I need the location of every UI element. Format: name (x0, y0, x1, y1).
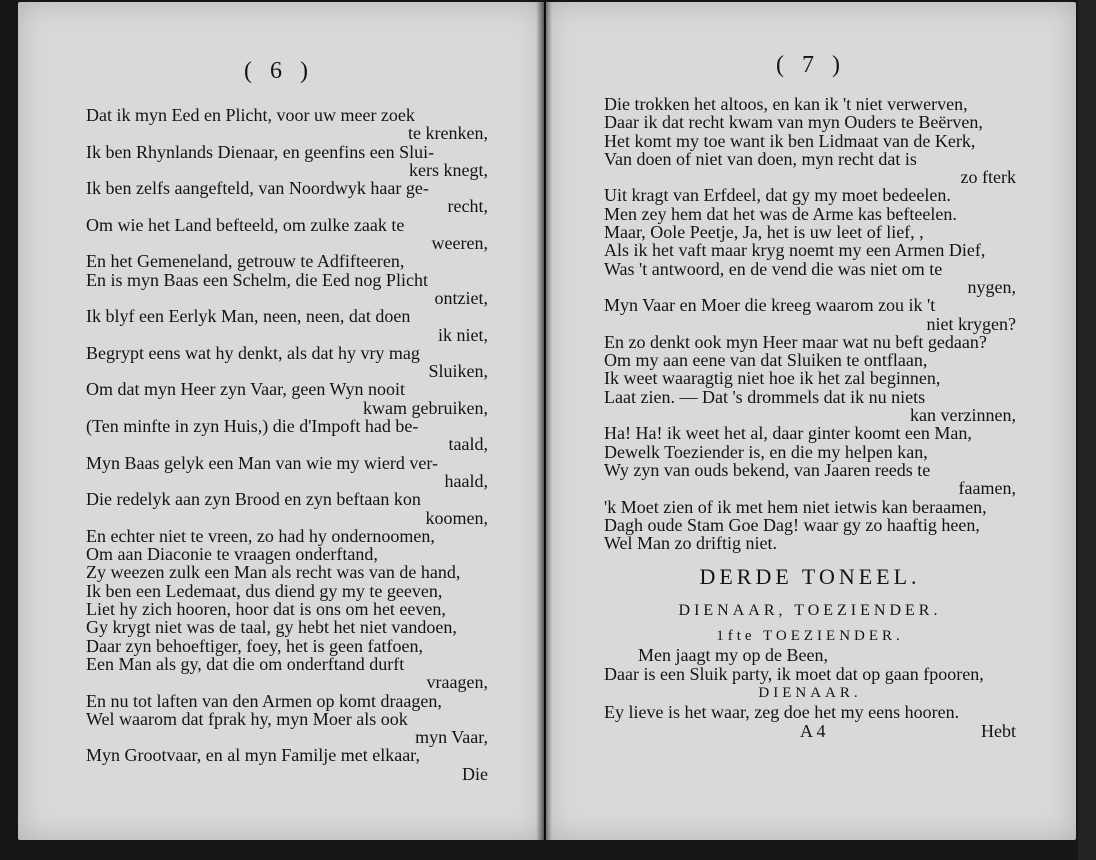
text-line: Dewelk Toeziender is, en die my helpen kan, (604, 441, 928, 462)
text-line: Ik blyf een Eerlyk Man, neen, neen, dat doen (86, 306, 411, 327)
text-line: En nu tot laften van den Armen op komt draagen, (86, 690, 442, 711)
book-cover-edge (1078, 0, 1096, 860)
text-line: Om my aan eene van dat Sluiken te ontflaan, (604, 350, 928, 371)
text-line: Wel Man zo driftig niet. (604, 533, 778, 554)
text-line: ontziet, (434, 287, 488, 308)
text-line: Ey lieve is het waar, zeg doe het my eens hooren. (604, 702, 960, 723)
text-line: Ik ben zelfs aangefteld, van Noordwyk haar ge- (86, 178, 429, 199)
scene-title: DERDE TONEEL. (699, 564, 921, 590)
text-line: Myn Baas gelyk een Man van wie my wierd ver- (86, 452, 439, 473)
text-line: Zy weezen zulk een Man als recht was van de hand, (86, 562, 461, 583)
text-line: Wel waarom dat fprak hy, myn Moer als ook (86, 708, 408, 729)
text-line: Van doen of niet van doen, myn recht dat is (604, 148, 917, 169)
text-line: koomen, (425, 507, 488, 528)
text-line: Was 't antwoord, en de vend die was niet om te (604, 258, 943, 279)
text-line: Daar ik dat recht kwam van myn Ouders te Beërven, (604, 112, 983, 133)
text-line: Men jaagt my op de Been, (638, 645, 828, 666)
text-line: En zo denkt ook myn Heer maar wat nu beft gedaan? (604, 331, 987, 352)
text-line: Begrypt eens wat hy denkt, als dat hy vry mag (86, 342, 420, 363)
left-page-number: ( 6 ) (244, 58, 314, 84)
text-line: taald, (448, 434, 488, 455)
page-footer (604, 721, 1016, 741)
text-line: Myn Vaar en Moer die kreeg waarom zou ik 't (604, 295, 936, 316)
text-line: Uit kragt van Erfdeel, dat gy my moet bedeelen. (604, 185, 951, 206)
text-line: Ik ben Rhynlands Dienaar, en geenfins een Slui- (86, 141, 435, 162)
text-line: Men zey hem dat het was de Arme kas befteelen. (604, 203, 957, 224)
text-line: faamen, (958, 478, 1016, 499)
text-line: vraagen, (426, 672, 488, 693)
text-line: te krenken, (408, 123, 488, 144)
text-line: Als ik het vaft maar kryg noemt my een Armen Dief, (604, 240, 986, 261)
text-line: Daar zyn behoeftiger, foey, het is geen fatfoen, (86, 635, 423, 656)
text-line: kwam gebruiken, (363, 397, 488, 418)
text-line: niet krygen? (926, 313, 1016, 334)
right-page-text (604, 95, 1016, 741)
text-line: Ik weet waaragtig niet hoe ik het zal beginnen, (604, 368, 941, 389)
text-line: Liet hy zich hooren, hoor dat is ons om het eeven, (86, 599, 446, 620)
text-line: En is myn Baas een Schelm, die Eed nog Plicht (86, 269, 428, 290)
text-line: recht, (447, 196, 488, 217)
text-line: Om aan Diaconie te vraagen onderftand, (86, 544, 378, 565)
book-gutter (536, 2, 552, 840)
text-line: Om wie het Land befteeld, om zulke zaak te (86, 214, 405, 235)
scene-characters: DIENAAR, TOEZIENDER. (678, 602, 942, 620)
text-line: weeren, (431, 233, 488, 254)
text-line: kers knegt, (409, 159, 488, 180)
text-line: Myn Grootvaar, en al myn Familje met elkaar, (86, 745, 420, 766)
text-line: Sluiken, (428, 361, 488, 382)
text-line: Die redelyk aan zyn Brood en zyn beftaan kon (86, 489, 421, 510)
text-line: Laat zien. — Dat 's drommels dat ik nu niets (604, 386, 926, 407)
text-line: Ik ben een Ledemaat, dus diend gy my te geeven, (86, 580, 443, 601)
text-line: Ha! Ha! ik weet het al, daar ginter koomt een Man, (604, 423, 972, 444)
text-line: Dagh oude Stam Goe Dag! waar gy zo haaftig heen, (604, 514, 980, 535)
text-line: zo fterk (960, 167, 1016, 188)
signature-mark: A 4 (800, 721, 826, 742)
text-line: myn Vaar, (415, 727, 488, 748)
text-line: Dat ik myn Eed en Plicht, voor uw meer zoek (86, 105, 415, 125)
text-line: Die (462, 763, 488, 784)
text-line: Het komt my toe want ik ben Lidmaat van de Kerk, (604, 130, 976, 151)
text-line: En echter niet te vreen, zo had hy ondernoomen, (86, 525, 435, 546)
right-page-number: ( 7 ) (776, 52, 846, 78)
text-line: Wy zyn van ouds bekend, van Jaaren reeds te (604, 459, 931, 480)
text-line: haald, (444, 470, 488, 491)
text-line: Gy krygt niet was de taal, gy hebt het niet vandoen, (86, 617, 457, 638)
text-line: Maar, Oole Peetje, Ja, het is uw leet of lief, , (604, 222, 924, 243)
catchword: Hebt (981, 721, 1016, 742)
speaker-dienaar: DIENAAR. (758, 685, 862, 702)
text-line: Om dat myn Heer zyn Vaar, geen Wyn nooit (86, 379, 405, 400)
text-line: kan verzinnen, (910, 405, 1016, 426)
left-page (18, 2, 544, 840)
right-page (546, 2, 1076, 840)
speaker-toeziender: 1fte TOEZIENDER. (716, 628, 904, 645)
left-page-text (86, 106, 488, 783)
text-line: 'k Moet zien of ik met hem niet ietwis kan beraamen, (604, 496, 987, 517)
text-line: Daar is een Sluik party, ik moet dat op gaan fpooren, (604, 663, 984, 684)
text-line: En het Gemeneland, getrouw te Adfifteeren, (86, 251, 405, 272)
text-line: Die trokken het altoos, en kan ik 't niet verwerven, (604, 94, 968, 114)
text-line: Een Man als gy, dat die om onderftand durft (86, 653, 405, 674)
text-line: nygen, (967, 276, 1016, 297)
text-line: ik niet, (438, 324, 488, 345)
text-line: (Ten minfte in zyn Huis,) die d'Impoft had be- (86, 416, 419, 437)
